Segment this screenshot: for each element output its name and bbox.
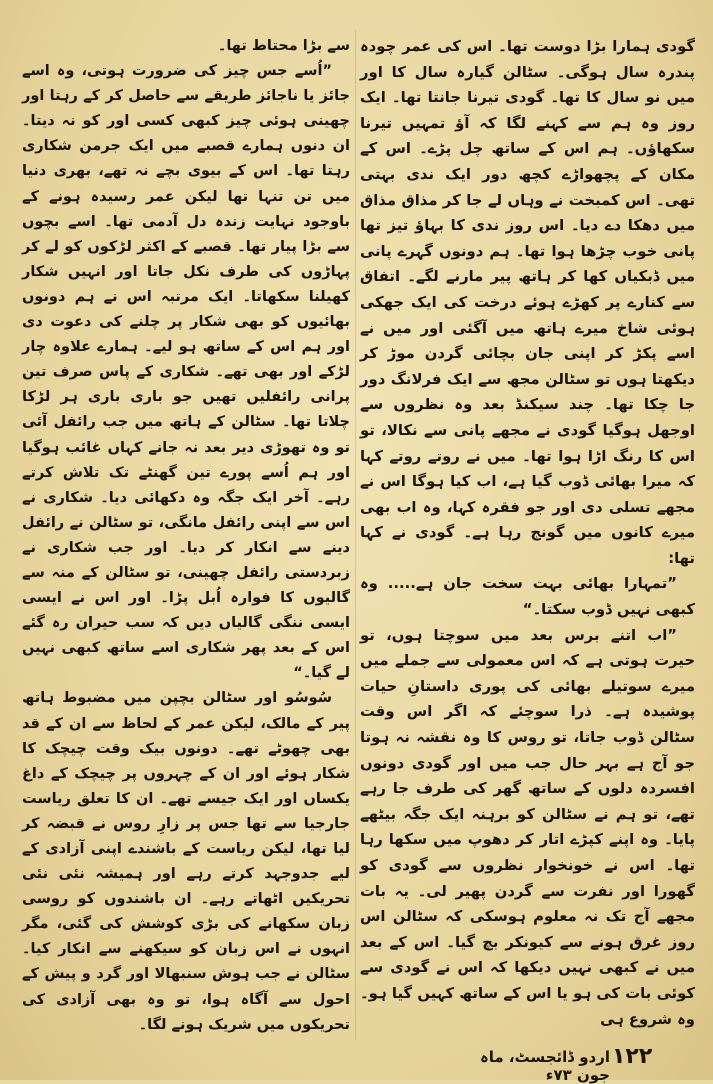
column-divider — [355, 30, 356, 1040]
left-column — [22, 34, 350, 1038]
paragraph: گودی ہمارا بڑا دوست تھا۔ اس کی عمر چودہ پندرہ سال ہوگی۔ سٹالن گیارہ سال کا اور میں نو سال کا تھا۔ گودی تیرنا جانتا تھا۔ ایک روز وہ ہم سے کہنے لگا کہ آؤ تمہیں تیرنا سکھاؤں۔ ہم اس کے ساتھ چل پڑے۔ اس کے مکان کے پچھواڑے کچھ دور ایک ندی بہتی تھی۔ اس کمبخت نے وہاں لے جا کر مذاق مذاق میں دھکا دے دیا۔ اس روز ندی کا بہاؤ تیز تھا پانی خوب چڑھا ہوا تھا۔ ہم دونوں گہرے پانی میں ڈبکیاں کھا کر ہاتھ پیر مارنے لگے۔ اتفاق سے کنارے پر کھڑے ہوئے درخت کی ایک جھکی ہوئی شاخ میرے ہاتھ میں آگئی اور میں نے اسے پکڑ کر اپنی جان بچائی گردن موڑ کر دیکھتا ہوں تو سٹالن مجھ سے ایک فرلانگ دور جا چکا تھا۔ چند سیکنڈ بعد وہ نظروں سے اوجھل ہوگیا گودی نے مجھے پانی سے نکالا، تو اس کا رنگ اڑا ہوا تھا۔ میں نے روتے روتے کہا کہ میرا بھائی ڈوب گیا ہے، اب کیا ہوگا اس نے مجھے تسلی دی اور جو فقرہ کہا، وہ اب بھی میرے کانوں میں گونج رہا ہے۔ گودی نے کہا تھا: — [360, 38, 695, 567]
paragraph: سے بڑا محتاط تھا۔ — [217, 38, 350, 54]
paragraph: سُوسُو اور سٹالن بچپن میں مضبوط ہاتھ پیر کے مالک، لیکن عمر کے لحاظ سے ان کے قد بھی چھوٹے تھے۔ دونوں بیک وقت چیچک کا شکار ہوئے اور ان کے چہروں پر چیچک کے داغ یکساں اور ایک جیسے تھے۔ ان کا تعلق ریاست جارجیا سے تھا جس پر زارِ روس نے قبضہ کر لیا تھا، لیکن ریاست کے باشندے اپنی آزادی کے لیے جدوجہد کرتے رہے اور ہمیشہ نئی نئی تحریکیں اٹھاتے رہے۔ ان باشندوں کو روسی زبان سکھانے کی بڑی کوشش کی گئی، مگر انہوں نے اس زبان کو سیکھنے سے انکار کیا۔ سٹالن نے جب ہوش سنبھالا اور گرد و پیش کے احول سے آگاہ ہوا، تو وہ بھی آزادی کی تحریکوں میں شریک ہونے لگا۔ — [22, 690, 350, 1033]
page-number: ۱۲۲ — [612, 1044, 653, 1069]
paragraph: ”اب اتنے برس بعد میں سوچتا ہوں، تو حیرت ہوتی ہے کہ اس معمولی سے جملے میں میرے سوتیلے بھائی کی پوری داستانِ حیات پوشیدہ ہے۔ ذرا سوچئے کہ اگر اس وقت سٹالن ڈوب جاتا، تو روس کا وہ نقشہ نہ ہوتا جو آج ہے بہر حال جب میں اور گودی دونوں افسردہ دلوں کے ساتھ گھر کی طرف جا رہے تھے، تو ہم نے سٹالن کو برہنہ ایک جگہ بیٹھے پایا۔ وہ اپنے کپڑے اتار کر دھوپ میں سکھا رہا تھا۔ اس نے خونخوار نظروں سے گودی کو گھورا اور نفرت سے گردن پھیر لی۔ یہ بات مجھے آج تک نہ معلوم ہوسکی کہ سٹالن اس روز غرق ہونے سے کیونکر بچ گیا۔ اس کے بعد میں نے کبھی نہیں دیکھا کہ اس نے گودی سے کوئی بات کی ہو یا اس کے ساتھ کہیں گیا ہو۔ وہ شروع ہی — [360, 626, 695, 1028]
publication-name: اردو ڈائجسٹ، ماہ جون ۷۳ء — [479, 1048, 610, 1084]
paragraph: ”اُسے جس چیز کی ضرورت ہوتی، وہ اسے جائز یا ناجائز طریقے سے حاصل کر کے رہتا اور چھینی ہوئی چیز کبھی کسی اور کو نہ دیتا۔ ان دنوں ہمارے قصبے میں ایک جرمن شکاری رہتا تھا۔ اس کے بیوی بچے نہ تھے، بھری دنیا میں تن تنہا تھا لیکن عمر رسیدہ ہونے کے باوجود نہایت زندہ دل آدمی تھا۔ اسے بچوں سے بڑا پیار تھا۔ قصبے کے اکثر لڑکوں کو لے کر پہاڑوں کی طرف نکل جاتا اور انہیں شکار کھیلنا سکھاتا۔ ایک مرتبہ اس نے ہم دونوں بھائیوں کو بھی شکار پر چلنے کی دعوت دی اور ہم اس کے ساتھ ہو لیے۔ ہمارے علاوہ چار لڑکے اور بھی تھے۔ شکاری کے پاس صرف تین پرانی رائفلیں تھیں جو باری باری ہر لڑکا چلاتا تھا۔ سٹالن کے ہاتھ میں جب رائفل آئی تو وہ تھوڑی دیر بعد نہ جانے کہاں غائب ہوگیا اور ہم اُسے پورے تین گھنٹے تک تلاش کرتے رہے۔ آخر ایک جگہ وہ دکھائی دیا۔ شکاری نے اس سے اپنی رائفل مانگی، تو سٹالن نے رائفل دینے سے انکار کر دیا۔ اور جب شکاری نے زبردستی رائفل چھینی، تو سٹالن کے منہ سے گالیوں کا فوارہ اُبل پڑا۔ اور اس نے ایسی ایسی ننگی گالیاں دیں کہ سب حیران رہ گئے اس کے بعد پھر شکاری اسے ساتھ کبھی نہیں لے گیا۔“ — [22, 63, 350, 682]
right-column — [360, 34, 695, 1032]
quote-paragraph: ”تمہارا بھائی بہت سخت جان ہے..... وہ کبھی نہیں ڈوب سکتا۔“ — [360, 575, 695, 619]
page-footer — [0, 1044, 713, 1084]
